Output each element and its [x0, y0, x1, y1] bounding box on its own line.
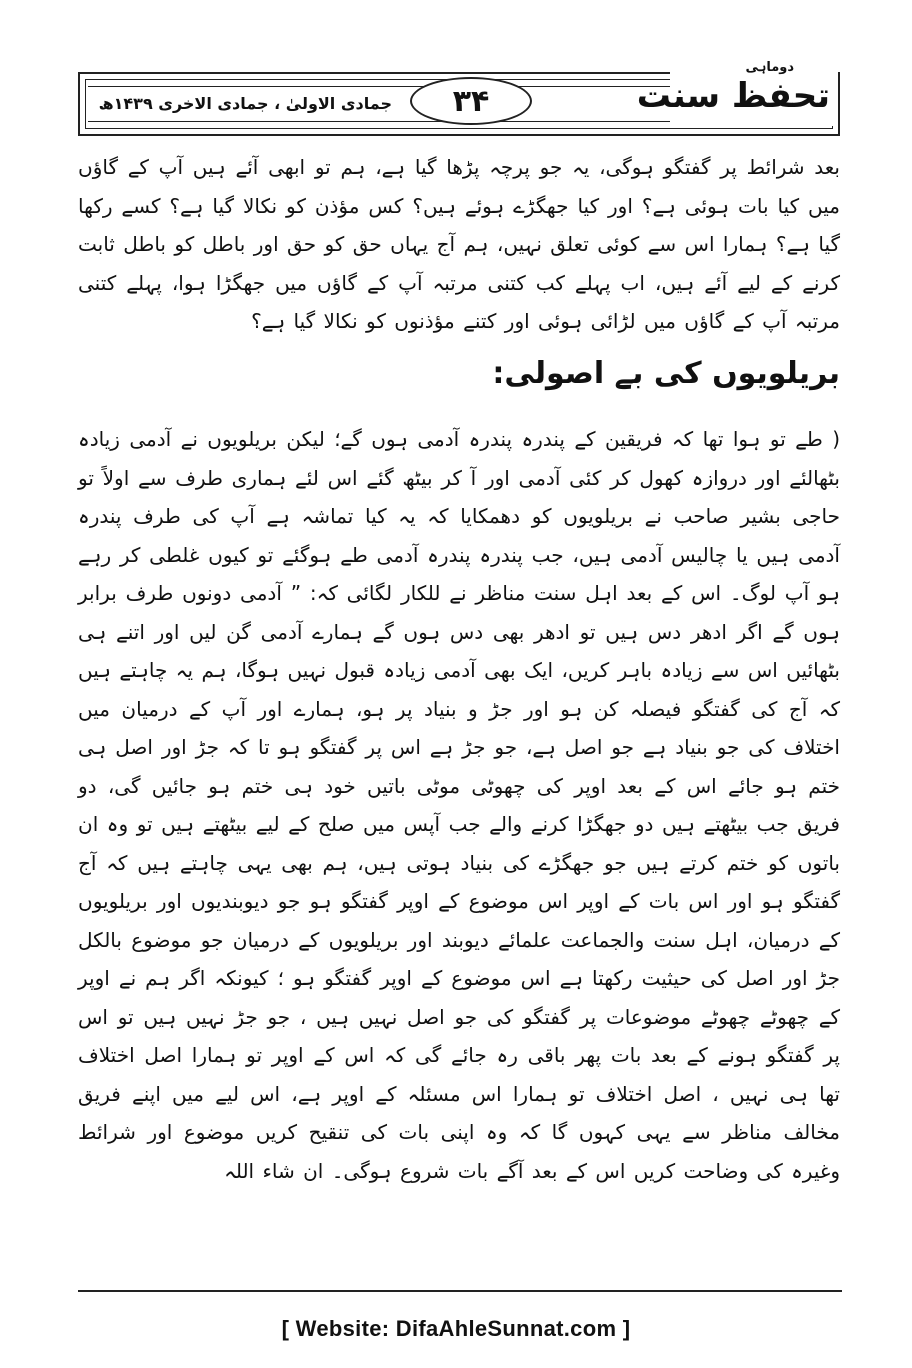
logo-subtitle: دوماہی — [745, 60, 794, 75]
issue-date: جمادی الاولیٰ ، جمادی الاخری ۱۴۳۹ھ — [98, 94, 392, 113]
website-footer: [ Website: DifaAhleSunnat.com ] — [281, 1316, 631, 1341]
magazine-logo — [636, 60, 838, 126]
main-paragraph: ( طے تو ہوا تھا کہ فریقین کے پندرہ پندرہ آدمی ہوں گے؛ لیکن بریلویوں نے آدمی زیادہ بٹھالئے اور دروازہ کھول کر کئی آدمی اور آ کر بیٹھ گئے اس لئے ہماری طرف سے اولاً تو حاجی بشیر صاحب نے بریلویوں کو دھمکایا کہ یہ کیا تماشہ ہے آپ کی طرف پندرہ آدمی ہیں یا چالیس آدمی ہیں، جب پندرہ پندرہ آدمی طے ہوگئے تو کیوں غلطی کر رہے ہو آپ لوگ۔ اس کے بعد اہل سنت مناظر نے للکار لگائی کہ: ” آدمی دونوں طرف برابر ہوں گے اگر ادھر دس ہیں تو ادھر بھی دس ہوں گے ہمارے آدمی گن لیں اور اتنے ہی بٹھائیں اس سے زیادہ باہر کریں، ایک بھی آدمی زیادہ قبول نہیں ہوگا، ہم یہ چاہتے ہیں کہ آج کی گفتگو فیصلہ کن ہو اور جڑ و بنیاد پر ہو، ہمارے اور آپ کے درمیان میں اختلاف کی جو بنیاد ہے جو اصل ہے، جو جڑ ہے اس پر گفتگو ہو تا کہ جڑ اور اصل ہی ختم ہو جائے اس کے بعد اوپر کی چھوٹی موٹی باتیں خود ہی ختم ہو جائیں گی، دو فریق جب بیٹھتے ہیں دو جھگڑا کرنے والے جب آپس میں صلح کے لیے بیٹھتے ہیں تو وہ ان باتوں کو ختم کرتے ہیں جو جھگڑے کی بنیاد ہوتی ہیں، ہم بھی یہی چاہتے ہیں کہ آج گفتگو ہو اور اس بات کے اوپر اس موضوع کے اوپر گفتگو ہو جو دیوبندیوں اور بریلویوں کے درمیان، اہل سنت والجماعت علمائے دیوبند اور بریلویوں کے درمیان جو موضوع بالکل جڑ اور اصل کی حیثیت رکھتا ہے اس موضوع کے اوپر گفتگو ہو ؛ کیونکہ اگر ہم نے اوپر کے چھوٹے چھوٹے موضوعات پر گفتگو کی جو اصل نہیں ہیں ، جو جڑ نہیں ہیں تو اس پر گفتگو ہونے کے بعد بات پھر باقی رہ جائے گی کہ اس کے اوپر تو ہمارا اصل اختلاف تھا ہی نہیں ، اصل اختلاف تو ہمارا اس مسئلہ کے اوپر ہے، اس لیے میں اپنے فریق مخالف مناظر سے یہی کہوں گا کہ وہ اپنی بات کی تنقیح کریں موضوع اور شرائط وغیرہ کی وضاحت کریں اس کے بعد آگے بات شروع ہوگی۔ ان شاء اللہ — [78, 427, 841, 1183]
footer-divider — [78, 1290, 842, 1292]
header-rule-top — [88, 86, 698, 87]
intro-paragraph: بعد شرائط پر گفتگو ہوگی، یہ جو پرچہ پڑھا گیا ہے، ہم تو ابھی آئے ہیں آپ کے گاؤں میں کیا بات ہوئی ہے؟ اور کیا جھگڑے ہوئے ہیں؟ کس مؤذن کو نکالا گیا ہے؟ کسے رکھا گیا ہے؟ ہمارا اس سے کوئی تعلق نہیں، ہم آج یہاں حق کو حق اور باطل کو باطل ثابت کرنے کے لیے آئے ہیں، اب پہلے کب کتنی مرتبہ آپ کے گاؤں میں جھگڑا ہوا، پہلے کتنی مرتبہ آپ کے گاؤں میں لڑائی ہوئی اور کتنے مؤذنوں کو نکالا گیا ہے؟ — [78, 155, 840, 333]
section-heading: بریلویوں کی بے اصولی: — [492, 356, 840, 391]
page-number: ۳۴ — [410, 77, 532, 125]
logo-title: تحفظ سنت — [636, 76, 830, 116]
page-header — [78, 60, 840, 136]
header-rule-bottom — [88, 121, 698, 122]
